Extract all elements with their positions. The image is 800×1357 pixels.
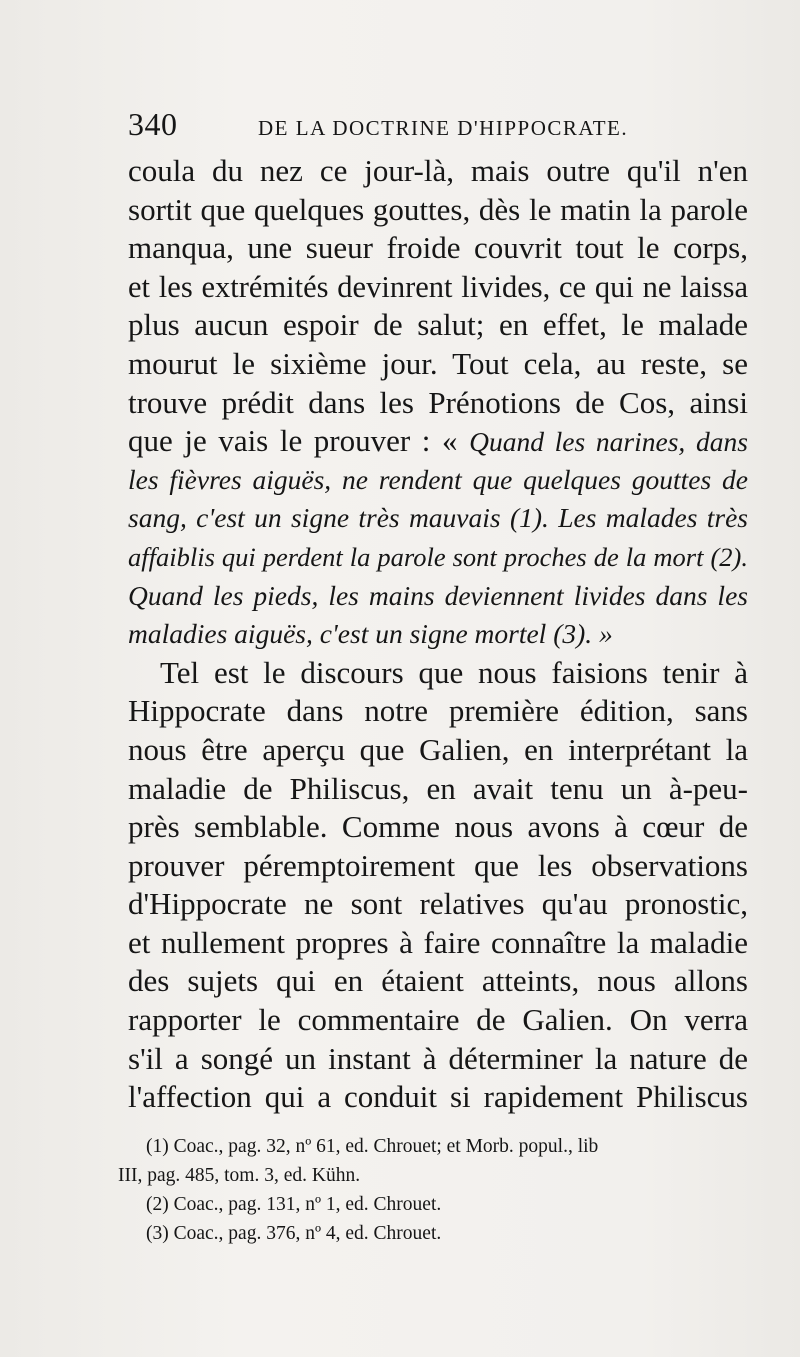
text-line: et nullement propres à faire connaître la maladie (128, 924, 748, 960)
quotation-line: affaiblis qui perdent la parole sont proches de la mort (2). (128, 541, 748, 572)
text-line: plus aucun espoir de salut; en effet, le malade (128, 307, 748, 343)
running-head: DE LA DOCTRINE D'HIPPOCRATE. (258, 116, 629, 140)
quotation-line: les fièvres aiguës, ne rendent que quelques gouttes de (128, 463, 748, 495)
text-line-mixed (128, 422, 748, 461)
page-number: 340 (128, 106, 178, 142)
text-line: sortit que quelques gouttes, dès le matin la parole (128, 191, 748, 227)
text-line: rapporter le commentaire de Galien. On verra (128, 1002, 748, 1038)
quotation-line: Quand les pieds, les mains deviennent livides dans les (128, 579, 748, 611)
text-line: maladie de Philiscus, en avait tenu un à-peu- (128, 770, 748, 806)
text-line: d'Hippocrate ne sont relatives qu'au pronostic, (128, 886, 748, 922)
text-line: coula du nez ce jour-là, mais outre qu'il n'en (128, 153, 748, 188)
footnote: (1) Coac., pag. 32, nº 61, ed. Chrouet; et Morb. popul., lib (146, 1136, 599, 1157)
footnote: (3) Coac., pag. 376, nº 4, ed. Chrouet. (146, 1223, 442, 1244)
body-text (128, 152, 748, 1117)
text-line: et les extrémités devinrent livides, ce qui ne laissa (128, 269, 748, 304)
quotation-italic: Quand les narines, dans (469, 426, 748, 458)
text-line: nous être aperçu que Galien, en interprétant la (128, 731, 748, 767)
page-header (128, 106, 748, 148)
footnote-continuation: III, pag. 485, tom. 3, ed. Kühn. (118, 1165, 361, 1186)
quotation-line: sang, c'est un signe très mauvais (1). Les malades très (128, 502, 748, 534)
text-line: prouver péremptoirement que les observations (128, 847, 748, 883)
text-line: s'il a songé un instant à déterminer la nature de (128, 1040, 748, 1076)
text-line: mourut le sixième jour. Tout cela, au reste, se (128, 345, 748, 381)
text-line: manqua, une sueur froide couvrit tout le corps, (128, 230, 748, 266)
text-roman-part: que je vais le prouver : « (128, 423, 470, 459)
quotation-line: maladies aiguës, c'est un signe mortel (3). » (128, 618, 613, 650)
footnotes (118, 1132, 748, 1248)
text-line: l'affection qui a conduit si rapidement Philiscus (128, 1079, 748, 1115)
paragraph-first-line: Tel est le discours que nous faisions tenir à (160, 654, 748, 690)
text-line: Hippocrate dans notre première édition, sans (128, 693, 748, 729)
text-line: près semblable. Comme nous avons à cœur de (128, 809, 748, 845)
footnote: (2) Coac., pag. 131, nº 1, ed. Chrouet. (146, 1194, 442, 1215)
text-line: trouve prédit dans les Prénotions de Cos, ainsi (128, 384, 748, 420)
text-line: des sujets qui en étaient atteints, nous allons (128, 963, 748, 999)
